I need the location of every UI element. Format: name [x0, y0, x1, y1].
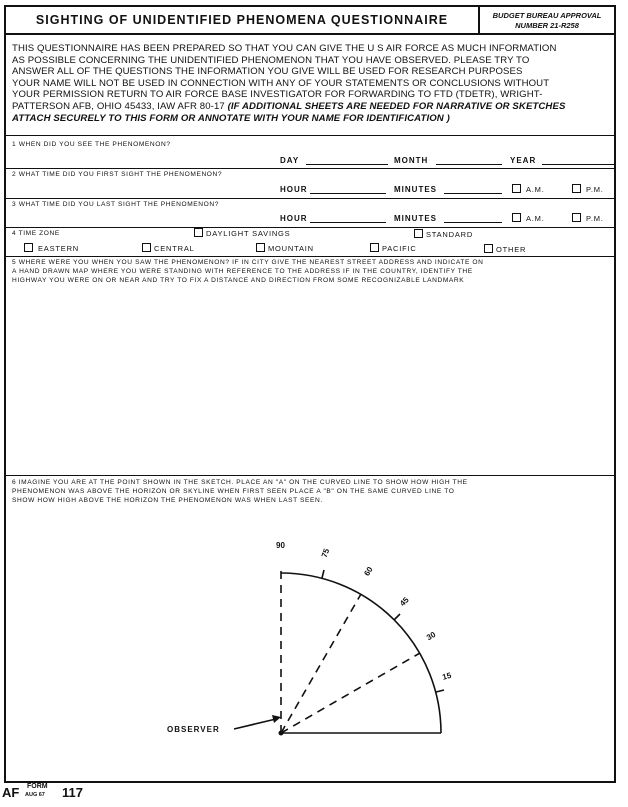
budget-approval-line1: BUDGET BUREAU APPROVAL [492, 11, 602, 20]
q6-line: PHENOMENON WAS ABOVE THE HORIZON OR SKYLINE WHEN FIRST SEEN PLACE A "B" ON THE SAME CURVED LINE TO [12, 488, 455, 495]
pacific-label: PACIFIC [382, 244, 417, 253]
intro-line: YOUR NAME WILL NOT BE USED IN CONNECTION WITH ANY OF YOUR STATEMENTS OR CONCLUSIONS WITHOUT [12, 77, 550, 89]
intro-line: AS POSSIBLE CONCERNING THE UNIDENTIFIED PHENOMENON THAT YOU HAVE OBSERVED. PLEASE TRY TO [12, 54, 530, 66]
q3-pm-label: P.M. [586, 214, 604, 223]
q5-line: A HAND DRAWN MAP WHERE YOU WERE STANDING WITH REFERENCE TO THE ADDRESS IF IN THE COUNTRY, IDENTIFY THE [12, 268, 473, 275]
q4-question: 4 TIME ZONE [12, 230, 60, 237]
q2-question: 2 WHAT TIME DID YOU FIRST SIGHT THE PHENOMENON? [12, 171, 223, 178]
q2-pm-label: P.M. [586, 185, 604, 194]
angle-label-90: 90 [276, 541, 285, 550]
standard-label: STANDARD [426, 230, 474, 239]
tick-75 [322, 570, 324, 578]
sixty-degree-dashed-line [281, 594, 361, 733]
footer-form-number: 117 [62, 785, 83, 800]
q2-minutes-label: MINUTES [394, 185, 437, 194]
angle-label-30: 30 [425, 629, 438, 643]
tick-15 [436, 690, 444, 692]
tick-45 [394, 614, 400, 620]
angle-label-75: 75 [319, 547, 332, 559]
angle-label-60: 60 [362, 565, 375, 578]
q1-year-label: YEAR [510, 156, 537, 165]
observer-point [279, 731, 284, 736]
thirty-degree-dashed-line [281, 653, 420, 733]
central-label: CENTRAL [154, 244, 195, 253]
eastern-label: EASTERN [38, 244, 80, 253]
form-title: SIGHTING OF UNIDENTIFIED PHENOMENA QUESTIONNAIRE [6, 7, 480, 35]
q1-question: 1 WHEN DID YOU SEE THE PHENOMENON? [12, 141, 171, 148]
elevation-sketch [6, 7, 614, 781]
elevation-arc[interactable] [281, 573, 441, 733]
mountain-label: MOUNTAIN [268, 244, 314, 253]
q3-question: 3 WHAT TIME DID YOU LAST SIGHT THE PHENOMENON? [12, 201, 220, 208]
q1-day-label: DAY [280, 156, 300, 165]
intro-note: (IF ADDITIONAL SHEETS ARE NEEDED FOR NARRATIVE OR SKETCHES [227, 100, 566, 112]
q3-hour-label: HOUR [280, 214, 308, 223]
q6-line: SHOW HOW HIGH ABOVE THE HORIZON THE PHENOMENON WAS WHEN LAST SEEN. [12, 497, 323, 504]
intro-line: THIS QUESTIONNAIRE HAS BEEN PREPARED SO THAT YOU CAN GIVE THE U S AIR FORCE AS MUCH INFORMATION [12, 43, 557, 54]
observer-arrow [234, 719, 276, 729]
budget-approval-number: NUMBER 21-R258 [515, 21, 579, 30]
observer-arrowhead [272, 715, 281, 723]
q3-minutes-label: MINUTES [394, 214, 437, 223]
intro-line: YOUR PERMISSION RETURN TO AIR FORCE BASE INVESTIGATOR FOR FORWARDING TO FTD (TDETR), WRIGHT- [12, 89, 543, 101]
observer-label: OBSERVER [167, 725, 220, 734]
angle-label-15: 15 [441, 670, 453, 682]
q6-line: 6 IMAGINE YOU ARE AT THE POINT SHOWN IN THE SKETCH. PLACE AN "A" ON THE CURVED LINE TO SHOW HOW HIGH THE [12, 479, 468, 486]
footer-af: AF [2, 785, 20, 800]
footer-date: AUG 67 [25, 792, 45, 798]
angle-label-45: 45 [398, 595, 411, 609]
q2-hour-label: HOUR [280, 185, 308, 194]
intro-note: ATTACH SECURELY TO THIS FORM OR ANNOTATE WITH YOUR NAME FOR IDENTIFICATION ) [12, 112, 450, 124]
q5-line: HIGHWAY YOU WERE ON OR NEAR AND TRY TO FIX A DISTANCE AND DIRECTION FROM SOME RECOGNIZABLE LANDMARK [12, 277, 465, 284]
q5-line: 5 WHERE WERE YOU WHEN YOU SAW THE PHENOMENON? IF IN CITY GIVE THE NEAREST STREET ADDRESS AND INDICATE ON [12, 259, 484, 266]
intro-line: ANSWER ALL OF THE QUESTIONS THE INFORMATION YOU GIVE WILL BE USED FOR RESEARCH PURPOSES [12, 66, 523, 78]
q3-am-label: A.M. [526, 214, 545, 223]
intro-line-part: PATTERSON AFB, OHIO 45433, IAW AFR 80-17 [12, 100, 228, 112]
q1-month-label: MONTH [394, 156, 429, 165]
q2-am-label: A.M. [526, 185, 545, 194]
other-label: OTHER [496, 245, 527, 254]
daylight-savings-label: DAYLIGHT SAVINGS [206, 229, 291, 238]
questionnaire-form [4, 5, 616, 783]
footer-form-label: FORM [27, 783, 48, 790]
